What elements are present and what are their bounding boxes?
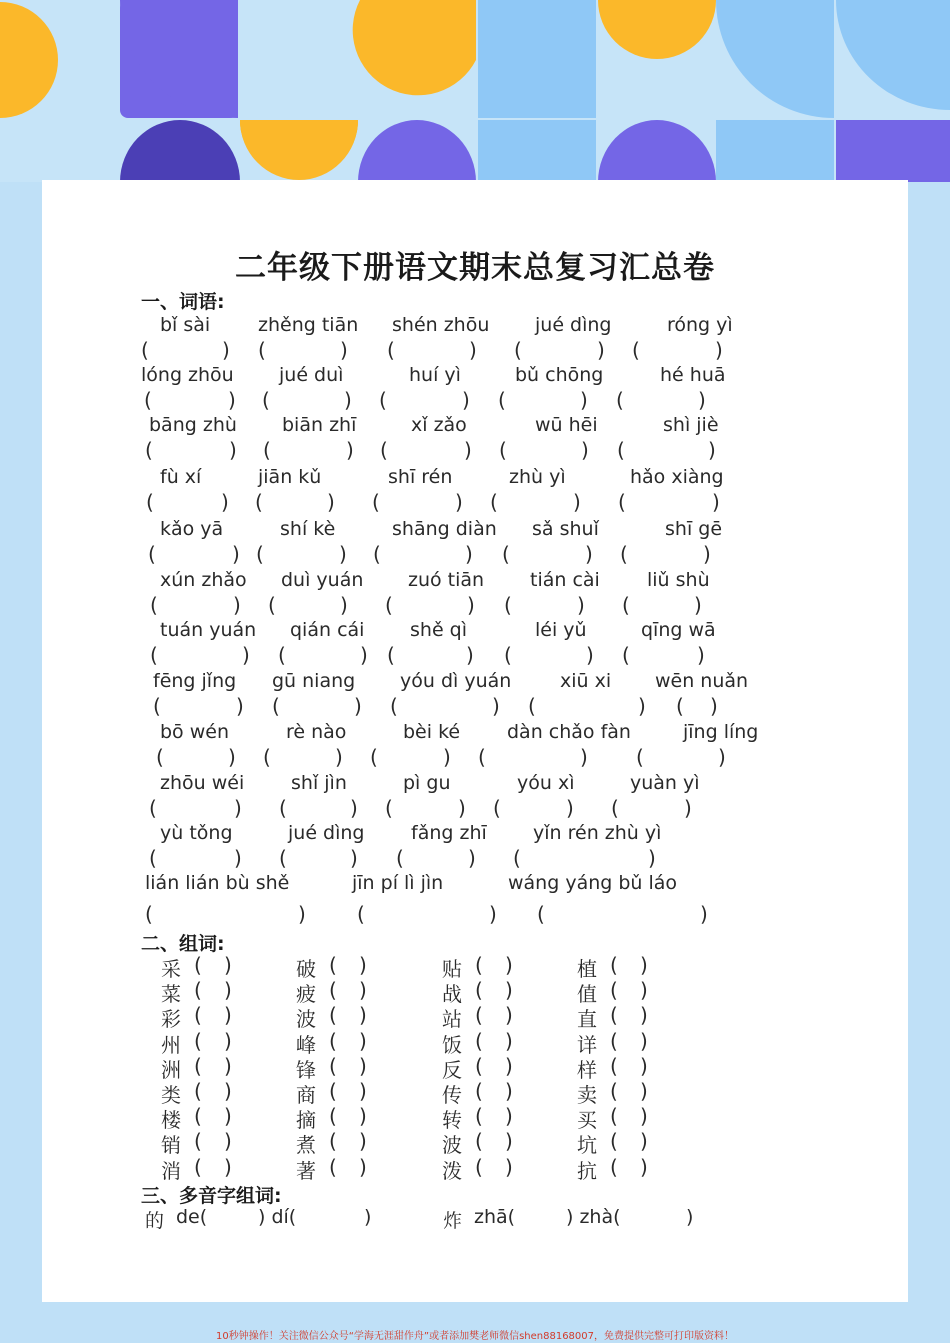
pinyin-word: xǐ zǎo (411, 414, 467, 436)
answer-blank-open[interactable]: ( (385, 796, 393, 820)
answer-blank-open[interactable]: ( (150, 593, 158, 617)
pinyin-word: rè nào (286, 721, 347, 743)
polyphone-close-1: ) (364, 1206, 372, 1228)
answer-blank-open[interactable]: ( (256, 542, 264, 566)
answer-blank-open[interactable]: ( (616, 388, 624, 412)
answer-blank-close: ) (505, 1003, 513, 1027)
answer-blank-open[interactable]: ( (194, 953, 202, 977)
answer-blank-open[interactable]: ( (513, 846, 521, 870)
answer-blank-open[interactable]: ( (372, 490, 380, 514)
answer-blank-open[interactable]: ( (194, 1079, 202, 1103)
answer-blank-open[interactable]: ( (329, 978, 337, 1002)
answer-blank-close: ) (580, 388, 588, 412)
pinyin-word: lóng zhōu (141, 364, 234, 386)
pinyin-word: jiān kǔ (258, 466, 322, 488)
answer-blank-close: ) (359, 1155, 367, 1179)
pinyin-idiom: lián lián bù shě (145, 872, 290, 894)
pinyin-word: shén zhōu (392, 314, 490, 336)
answer-blank-open[interactable]: ( (148, 542, 156, 566)
pinyin-word: fù xí (160, 466, 202, 488)
answer-blank-open[interactable]: ( (144, 388, 152, 412)
answer-blank-close: ) (224, 1129, 232, 1153)
answer-blank-open[interactable]: ( (610, 1104, 618, 1128)
answer-blank-close: ) (640, 1054, 648, 1078)
answer-blank-close: ) (708, 438, 716, 462)
answer-blank-close: ) (327, 490, 335, 514)
decorative-banner (0, 0, 950, 182)
footer-notice: 10秒钟操作！关注微信公众号“学海无涯甜作舟”或者添加樊老师微信shen88168007，免费提供完整可打印版资料！ (215, 1331, 735, 1342)
answer-blank-open[interactable]: ( (475, 1003, 483, 1027)
answer-blank-close: ) (224, 1003, 232, 1027)
answer-blank-close: ) (640, 1129, 648, 1153)
word-building-char: 洲 (161, 1058, 181, 1082)
word-building-char: 详 (577, 1033, 597, 1057)
answer-blank-close: ) (505, 1079, 513, 1103)
word-building-char: 反 (442, 1058, 462, 1082)
answer-blank-close: ) (229, 438, 237, 462)
pinyin-word: shǐ jìn (291, 772, 347, 794)
answer-blank-open[interactable]: ( (329, 1079, 337, 1103)
answer-blank-close: ) (359, 1129, 367, 1153)
pinyin-word: dàn chǎo fàn (507, 721, 631, 743)
answer-blank-close: ) (465, 542, 473, 566)
answer-blank-close: ) (466, 643, 474, 667)
answer-blank-close: ) (242, 643, 250, 667)
answer-blank-open[interactable]: ( (498, 388, 506, 412)
pinyin-word: tián cài (530, 569, 600, 591)
answer-blank-open[interactable]: ( (373, 542, 381, 566)
pinyin-word: yuàn yì (630, 772, 700, 794)
answer-blank-close: ) (360, 643, 368, 667)
answer-blank-close: ) (698, 388, 706, 412)
answer-blank-open[interactable]: ( (379, 388, 387, 412)
answer-blank-open[interactable]: ( (145, 438, 153, 462)
answer-blank-open[interactable]: ( (145, 902, 153, 926)
answer-blank-open[interactable]: ( (475, 1104, 483, 1128)
answer-blank-close: ) (234, 846, 242, 870)
answer-blank-open[interactable]: ( (150, 643, 158, 667)
answer-blank-open[interactable]: ( (632, 338, 640, 362)
word-building-char: 消 (161, 1159, 181, 1183)
answer-blank-close: ) (340, 338, 348, 362)
answer-blank-open[interactable]: ( (610, 1155, 618, 1179)
answer-blank-open[interactable]: ( (475, 1079, 483, 1103)
answer-blank-close: ) (224, 1155, 232, 1179)
word-building-char: 饭 (442, 1033, 462, 1057)
answer-blank-open[interactable]: ( (385, 593, 393, 617)
word-building-char: 植 (577, 957, 597, 981)
answer-blank-close: ) (489, 902, 497, 926)
answer-blank-open[interactable]: ( (194, 1029, 202, 1053)
answer-blank-open[interactable]: ( (387, 338, 395, 362)
answer-blank-open[interactable]: ( (194, 1054, 202, 1078)
pinyin-word: tuán yuán (160, 619, 257, 641)
pinyin-word: zuó tiān (408, 569, 485, 591)
answer-blank-close: ) (505, 1054, 513, 1078)
answer-blank-open[interactable]: ( (610, 1003, 618, 1027)
answer-blank-close: ) (640, 953, 648, 977)
answer-blank-open[interactable]: ( (194, 978, 202, 1002)
pinyin-word: shí kè (280, 518, 336, 540)
pinyin-word: xún zhǎo (160, 569, 247, 591)
pinyin-word: xiū xi (560, 670, 612, 692)
answer-blank-open[interactable]: ( (272, 694, 280, 718)
answer-blank-open[interactable]: ( (329, 1054, 337, 1078)
pinyin-word: duì yuán (281, 569, 364, 591)
pinyin-word: yù tǒng (160, 822, 233, 844)
answer-blank-close: ) (335, 745, 343, 769)
word-building-char: 彩 (161, 1007, 181, 1031)
answer-blank-close: ) (458, 796, 466, 820)
answer-blank-close: ) (359, 1029, 367, 1053)
answer-blank-close: ) (640, 1155, 648, 1179)
pinyin-word: shāng diàn (392, 518, 497, 540)
pinyin-word: wēn nuǎn (655, 670, 749, 692)
answer-blank-close: ) (505, 1104, 513, 1128)
answer-blank-close: ) (581, 438, 589, 462)
answer-blank-close: ) (505, 978, 513, 1002)
word-building-char: 坑 (577, 1133, 597, 1157)
answer-blank-open[interactable]: ( (493, 796, 501, 820)
answer-blank-open[interactable]: ( (194, 1104, 202, 1128)
answer-blank-close: ) (224, 978, 232, 1002)
answer-blank-open[interactable]: ( (262, 388, 270, 412)
answer-blank-open[interactable]: ( (499, 438, 507, 462)
answer-blank-close: ) (566, 796, 574, 820)
word-building-char: 疲 (296, 982, 316, 1006)
polyphone-char-1: 的 (145, 1210, 165, 1232)
answer-blank-close: ) (359, 1104, 367, 1128)
answer-blank-close: ) (505, 953, 513, 977)
pinyin-word: yóu dì yuán (400, 670, 512, 692)
pinyin-word: jué dìng (535, 314, 612, 336)
answer-blank-open[interactable]: ( (329, 953, 337, 977)
word-building-char: 销 (161, 1133, 181, 1157)
answer-blank-open[interactable]: ( (268, 593, 276, 617)
answer-blank-close: ) (464, 438, 472, 462)
answer-blank-open[interactable]: ( (502, 542, 510, 566)
pinyin-word: zhěng tiān (258, 314, 359, 336)
word-building-char: 传 (442, 1083, 462, 1107)
pinyin-word: wū hēi (535, 414, 598, 436)
pinyin-word: qián cái (290, 619, 365, 641)
pinyin-word: kǎo yā (160, 518, 224, 540)
answer-blank-close: ) (640, 1104, 648, 1128)
answer-blank-close: ) (455, 490, 463, 514)
answer-blank-close: ) (359, 953, 367, 977)
answer-blank-close: ) (492, 694, 500, 718)
pinyin-word: zhōu wéi (160, 772, 245, 794)
answer-blank-open[interactable]: ( (194, 1003, 202, 1027)
word-building-char: 抗 (577, 1159, 597, 1183)
answer-blank-close: ) (224, 1029, 232, 1053)
answer-blank-close: ) (580, 745, 588, 769)
answer-blank-open[interactable]: ( (475, 978, 483, 1002)
answer-blank-open[interactable]: ( (357, 902, 365, 926)
answer-blank-close: ) (359, 1054, 367, 1078)
section-polyphone-heading: 三、多音字组词: (141, 1185, 282, 1207)
answer-blank-open[interactable]: ( (610, 1029, 618, 1053)
word-building-char: 值 (577, 982, 597, 1006)
polyphone-reading-1a: de( (176, 1206, 208, 1228)
answer-blank-open[interactable]: ( (329, 1003, 337, 1027)
answer-blank-close: ) (505, 1029, 513, 1053)
answer-blank-open[interactable]: ( (255, 490, 263, 514)
word-building-char: 战 (442, 982, 462, 1006)
answer-blank-open[interactable]: ( (329, 1104, 337, 1128)
answer-blank-open[interactable]: ( (329, 1029, 337, 1053)
pinyin-word: shī rén (388, 466, 453, 488)
answer-blank-open[interactable]: ( (396, 846, 404, 870)
answer-blank-close: ) (710, 694, 718, 718)
answer-blank-open[interactable]: ( (475, 1054, 483, 1078)
answer-blank-open[interactable]: ( (194, 1155, 202, 1179)
answer-blank-close: ) (359, 1079, 367, 1103)
answer-blank-open[interactable]: ( (610, 1079, 618, 1103)
answer-blank-close: ) (505, 1155, 513, 1179)
answer-blank-close: ) (694, 593, 702, 617)
answer-blank-open[interactable]: ( (475, 953, 483, 977)
answer-blank-close: ) (468, 846, 476, 870)
pinyin-word: bǔ chōng (515, 364, 604, 386)
answer-blank-open[interactable]: ( (258, 338, 266, 362)
section-word-building-heading: 二、组词: (141, 933, 225, 955)
answer-blank-open[interactable]: ( (610, 1054, 618, 1078)
answer-blank-close: ) (469, 338, 477, 362)
answer-blank-open[interactable]: ( (636, 745, 644, 769)
pinyin-word: gū niang (272, 670, 356, 692)
answer-blank-open[interactable]: ( (620, 542, 628, 566)
word-building-char: 买 (577, 1108, 597, 1132)
answer-blank-open[interactable]: ( (278, 643, 286, 667)
word-building-char: 采 (161, 957, 181, 981)
answer-blank-open[interactable]: ( (329, 1129, 337, 1153)
word-building-char: 站 (442, 1007, 462, 1031)
answer-blank-close: ) (684, 796, 692, 820)
pinyin-word: hé huā (660, 364, 726, 386)
pinyin-word: qīng wā (641, 619, 716, 641)
pinyin-word: jué dìng (288, 822, 365, 844)
answer-blank-open[interactable]: ( (194, 1129, 202, 1153)
answer-blank-close: ) (443, 745, 451, 769)
answer-blank-close: ) (346, 438, 354, 462)
answer-blank-close: ) (222, 338, 230, 362)
word-building-char: 类 (161, 1083, 181, 1107)
pinyin-word: jué duì (279, 364, 344, 386)
word-building-char: 波 (442, 1133, 462, 1157)
answer-blank-close: ) (640, 978, 648, 1002)
answer-blank-close: ) (640, 1029, 648, 1053)
geometric-pattern (0, 0, 950, 182)
answer-blank-open[interactable]: ( (149, 846, 157, 870)
answer-blank-close: ) (236, 694, 244, 718)
pinyin-word: huí yì (409, 364, 461, 386)
pinyin-word: shì jiè (663, 414, 719, 436)
answer-blank-close: ) (224, 953, 232, 977)
pinyin-word: zhù yì (509, 466, 566, 488)
answer-blank-close: ) (233, 593, 241, 617)
answer-blank-close: ) (638, 694, 646, 718)
answer-blank-close: ) (224, 1054, 232, 1078)
answer-blank-open[interactable]: ( (475, 1129, 483, 1153)
answer-blank-close: ) (573, 490, 581, 514)
answer-blank-close: ) (234, 796, 242, 820)
answer-blank-close: ) (350, 846, 358, 870)
polyphone-reading-2b: ) zhà( (566, 1206, 621, 1228)
page-title: 二年级下册语文期末总复习汇总卷 (235, 250, 715, 286)
word-building-char: 著 (296, 1159, 316, 1183)
answer-blank-open[interactable]: ( (676, 694, 684, 718)
answer-blank-close: ) (359, 978, 367, 1002)
answer-blank-close: ) (224, 1104, 232, 1128)
answer-blank-open[interactable]: ( (141, 338, 149, 362)
answer-blank-close: ) (344, 388, 352, 412)
answer-blank-open[interactable]: ( (263, 438, 271, 462)
answer-blank-open[interactable]: ( (617, 438, 625, 462)
answer-blank-close: ) (340, 593, 348, 617)
answer-blank-close: ) (700, 902, 708, 926)
pinyin-word: pì gu (403, 772, 451, 794)
answer-blank-close: ) (703, 542, 711, 566)
answer-blank-close: ) (577, 593, 585, 617)
answer-blank-open[interactable]: ( (263, 745, 271, 769)
answer-blank-open[interactable]: ( (610, 978, 618, 1002)
pinyin-word: léi yǔ (535, 619, 587, 641)
pinyin-word: bǐ sài (160, 314, 211, 336)
pinyin-word: sǎ shuǐ (532, 518, 599, 540)
pinyin-word: róng yì (667, 314, 733, 336)
answer-blank-open[interactable]: ( (610, 1129, 618, 1153)
answer-blank-open[interactable]: ( (537, 902, 545, 926)
pinyin-word: biān zhī (282, 414, 357, 436)
pinyin-idiom: jīn pí lì jìn (352, 872, 444, 894)
polyphone-reading-1b: ) dí( (258, 1206, 297, 1228)
pinyin-idiom: wáng yáng bǔ láo (508, 872, 678, 894)
word-building-char: 波 (296, 1007, 316, 1031)
answer-blank-close: ) (648, 846, 656, 870)
answer-blank-close: ) (232, 542, 240, 566)
answer-blank-close: ) (221, 490, 229, 514)
polyphone-char-2: 炸 (443, 1210, 463, 1232)
word-building-char: 贴 (442, 957, 462, 981)
answer-blank-open[interactable]: ( (528, 694, 536, 718)
answer-blank-open[interactable]: ( (387, 643, 395, 667)
word-building-char: 样 (577, 1058, 597, 1082)
word-building-char: 转 (442, 1108, 462, 1132)
pinyin-word: fǎng zhī (411, 822, 487, 844)
answer-blank-close: ) (586, 643, 594, 667)
answer-blank-open[interactable]: ( (370, 745, 378, 769)
polyphone-reading-2a: zhā( (474, 1206, 516, 1228)
answer-blank-close: ) (354, 694, 362, 718)
answer-blank-close: ) (640, 1079, 648, 1103)
answer-blank-close: ) (339, 542, 347, 566)
answer-blank-open[interactable]: ( (622, 593, 630, 617)
answer-blank-open[interactable]: ( (478, 745, 486, 769)
pinyin-word: bèi ké (403, 721, 461, 743)
answer-blank-close: ) (224, 1079, 232, 1103)
answer-blank-close: ) (228, 745, 236, 769)
answer-blank-open[interactable]: ( (279, 846, 287, 870)
word-building-char: 摘 (296, 1108, 316, 1132)
answer-blank-close: ) (715, 338, 723, 362)
word-building-char: 破 (296, 957, 316, 981)
word-building-char: 商 (296, 1083, 316, 1107)
word-building-char: 菜 (161, 982, 181, 1006)
answer-blank-open[interactable]: ( (380, 438, 388, 462)
pinyin-word: bāng zhù (149, 414, 237, 436)
word-building-char: 煮 (296, 1133, 316, 1157)
word-building-char: 州 (161, 1033, 181, 1057)
answer-blank-close: ) (585, 542, 593, 566)
answer-blank-close: ) (298, 902, 306, 926)
answer-blank-open[interactable]: ( (622, 643, 630, 667)
word-building-char: 楼 (161, 1108, 181, 1132)
pinyin-word: fēng jǐng (153, 670, 237, 692)
answer-blank-open[interactable]: ( (153, 694, 161, 718)
answer-blank-close: ) (718, 745, 726, 769)
answer-blank-open[interactable]: ( (504, 593, 512, 617)
answer-blank-open[interactable]: ( (156, 745, 164, 769)
pinyin-word: shī gē (665, 518, 723, 540)
pinyin-word: shě qì (410, 619, 468, 641)
pinyin-word: yǐn rén zhù yì (533, 822, 662, 844)
word-building-char: 峰 (296, 1033, 316, 1057)
answer-blank-close: ) (228, 388, 236, 412)
word-building-char: 直 (577, 1007, 597, 1031)
answer-blank-open[interactable]: ( (475, 1029, 483, 1053)
word-building-char: 锋 (296, 1058, 316, 1082)
answer-blank-close: ) (359, 1003, 367, 1027)
word-building-char: 泼 (442, 1159, 462, 1183)
answer-blank-close: ) (505, 1129, 513, 1153)
answer-blank-open[interactable]: ( (610, 953, 618, 977)
answer-blank-open[interactable]: ( (390, 694, 398, 718)
pinyin-word: yóu xì (517, 772, 575, 794)
answer-blank-close: ) (712, 490, 720, 514)
answer-blank-open[interactable]: ( (279, 796, 287, 820)
answer-blank-open[interactable]: ( (475, 1155, 483, 1179)
answer-blank-close: ) (640, 1003, 648, 1027)
word-building-char: 卖 (577, 1083, 597, 1107)
answer-blank-open[interactable]: ( (514, 338, 522, 362)
answer-blank-close: ) (697, 643, 705, 667)
answer-blank-open[interactable]: ( (618, 490, 626, 514)
polyphone-close-2: ) (686, 1206, 694, 1228)
answer-blank-close: ) (597, 338, 605, 362)
answer-blank-close: ) (467, 593, 475, 617)
pinyin-word: hǎo xiàng (630, 466, 724, 488)
answer-blank-open[interactable]: ( (329, 1155, 337, 1179)
answer-blank-close: ) (350, 796, 358, 820)
answer-blank-open[interactable]: ( (611, 796, 619, 820)
answer-blank-open[interactable]: ( (490, 490, 498, 514)
answer-blank-open[interactable]: ( (146, 490, 154, 514)
section-vocabulary-heading: 一、词语: (141, 291, 225, 313)
pinyin-word: bō wén (160, 721, 229, 743)
pinyin-word: liǔ shù (647, 569, 710, 591)
answer-blank-close: ) (462, 388, 470, 412)
answer-blank-open[interactable]: ( (149, 796, 157, 820)
answer-blank-open[interactable]: ( (504, 643, 512, 667)
pinyin-word: jīng líng (683, 721, 759, 743)
